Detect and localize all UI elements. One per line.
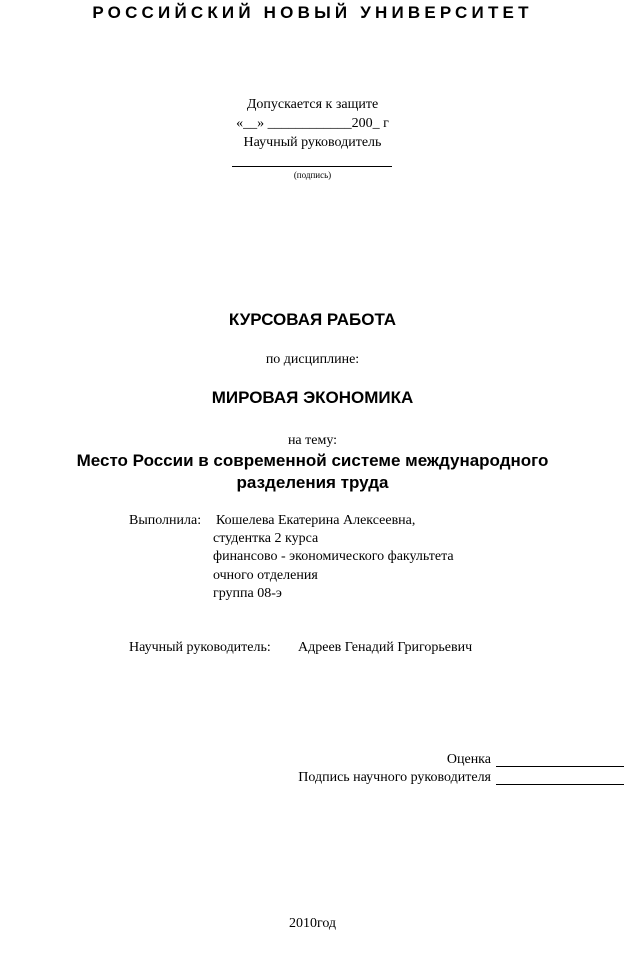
supervisor-label: Научный руководитель:	[129, 640, 271, 655]
approval-admitted-text: Допускается к защите	[246, 97, 379, 112]
year-text: 2010год	[288, 916, 337, 931]
author-label: Выполнила:	[129, 513, 202, 528]
supervisor-signature-line	[496, 784, 624, 785]
author-group: группа 08-э	[213, 586, 282, 601]
approval-date-line: «__» ____________200_ г	[236, 116, 389, 131]
approval-signature-line	[232, 166, 392, 167]
supervisor-name: Адреев Генадий Григорьевич	[298, 640, 473, 655]
grade-line	[496, 766, 624, 767]
author-department: очного отделения	[213, 568, 318, 583]
topic-label: на тему:	[287, 433, 338, 448]
author-course: студентка 2 курса	[213, 531, 319, 546]
approval-supervisor-label: Научный руководитель	[243, 135, 382, 150]
topic-title-line-2: разделения труда	[236, 473, 389, 492]
topic-title-line-1: Место России в современной системе международного	[76, 451, 549, 470]
university-name: РОССИЙСКИЙ НОВЫЙ УНИВЕРСИТЕТ	[92, 3, 533, 22]
author-faculty: финансово - экономического факультета	[213, 549, 454, 564]
document-type-title: КУРСОВАЯ РАБОТА	[228, 310, 397, 329]
grade-label: Оценка	[446, 752, 491, 767]
discipline-label: по дисциплине:	[265, 352, 360, 367]
discipline-name: МИРОВАЯ ЭКОНОМИКА	[211, 388, 414, 407]
author-name: Кошелева Екатерина Алексеевна,	[216, 513, 416, 528]
signature-caption: (подпись)	[293, 170, 332, 180]
supervisor-signature-label: Подпись научного руководителя	[298, 770, 491, 785]
